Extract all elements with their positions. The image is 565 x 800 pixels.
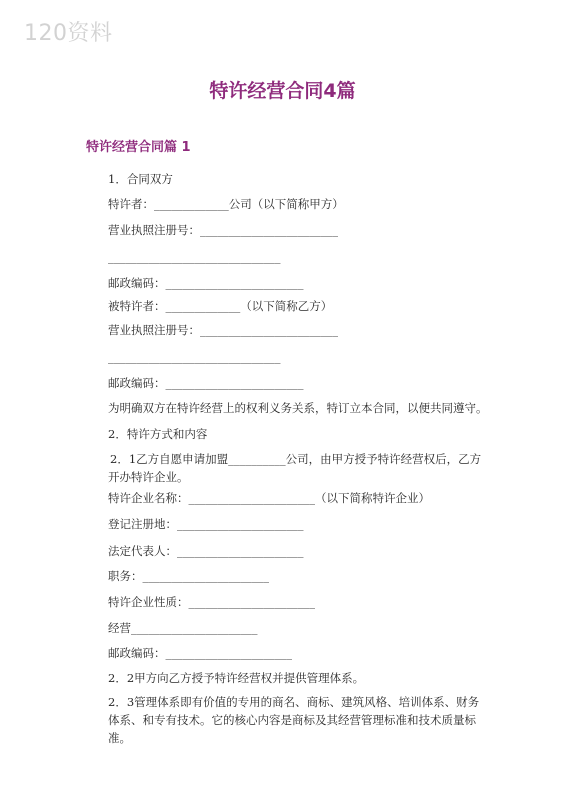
clause-heading-method: 2．特许方式和内容 <box>108 427 208 441</box>
document-title: 特许经营合同4篇 <box>209 80 356 102</box>
legal-representative-line: 法定代表人：______________________ <box>108 544 304 558</box>
purpose-paragraph: 为明确双方在特许经营上的权利义务关系，特订立本合同，以便共同遵守。 <box>108 401 488 415</box>
section-title: 特许经营合同篇 1 <box>86 140 191 155</box>
business-line: 经营______________________ <box>108 621 258 635</box>
registration-place-line: 登记注册地：______________________ <box>108 517 304 531</box>
clause-2-3-paragraph: 2．3管理体系即有价值的专用的商名、商标、建筑风格、培训体系、财务体系、和专有技术。它的核心内容是商标及其经营管理标准和技术质量标准。 <box>108 695 480 745</box>
position-line: 职务：______________________ <box>108 569 269 583</box>
franchisor-license-line: 营业执照注册号：________________________ <box>108 223 338 237</box>
franchisor-postcode-line: 邮政编码：________________________ <box>108 276 304 290</box>
clause-2-1-paragraph: 2．1乙方自愿申请加盟__________公司，由甲方授予特许经营权后，乙方开办特许企业。 <box>108 452 482 484</box>
franchisor-license-blank: ______________________________ <box>108 250 281 264</box>
franchisee-license-blank: ______________________________ <box>108 350 281 364</box>
franchisor-line: 特许者：_____________公司（以下简称甲方） <box>108 197 344 211</box>
franchisee-line: 被特许者：_____________（以下简称乙方） <box>108 299 333 313</box>
clause-2-2-line: 2．2甲方向乙方授予特许经营权并提供管理体系。 <box>108 671 365 685</box>
franchise-postcode-line: 邮政编码：______________________ <box>108 646 292 660</box>
clause-heading-parties: 1．合同双方 <box>108 172 173 186</box>
franchise-nature-line: 特许企业性质：______________________ <box>108 595 315 609</box>
franchisee-license-line: 营业执照注册号：________________________ <box>108 323 338 337</box>
franchisee-postcode-line: 邮政编码：________________________ <box>108 376 304 390</box>
watermark: 120资料 <box>24 21 113 46</box>
franchise-name-line: 特许企业名称：______________________（以下简称特许企业） <box>108 491 430 505</box>
